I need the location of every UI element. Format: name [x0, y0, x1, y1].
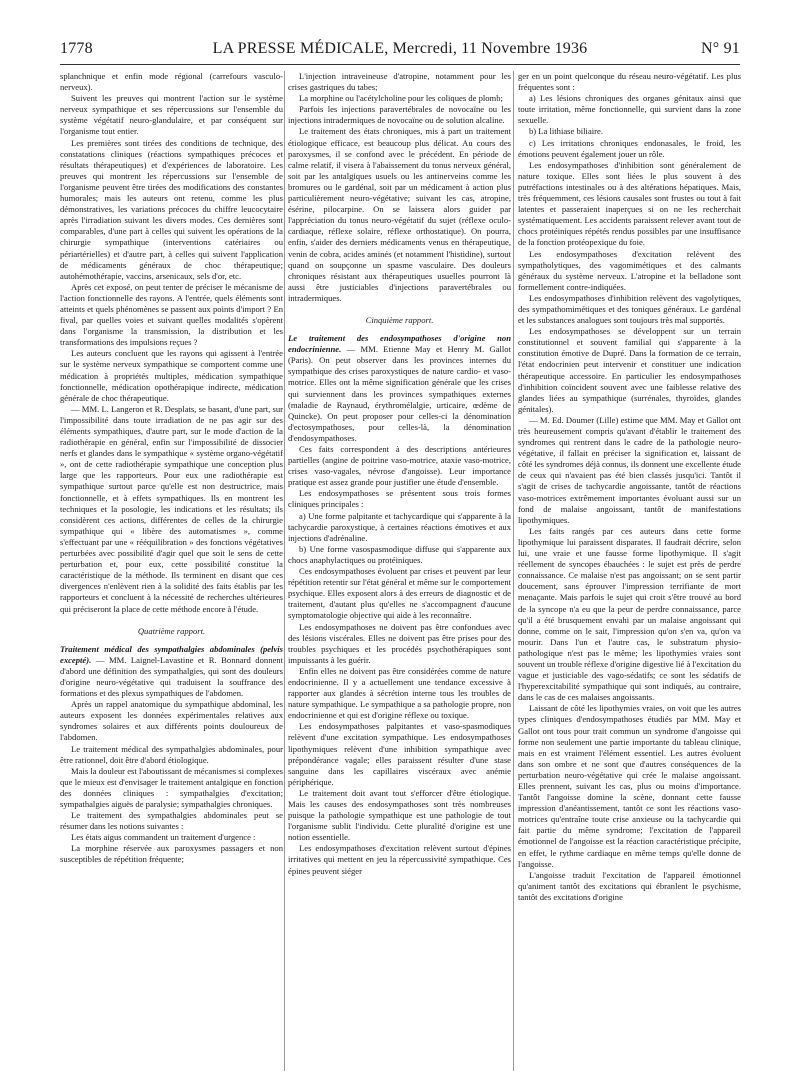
paragraph: Les états aigus commandent un traitement d'urgence : — [71, 832, 256, 843]
paragraph-text: — MM. Etienne May et Henry M. Gallot (Paris). On peut observer dans les provinces internes du sympathique des crises paroxystiques de nature cardio- et vaso-motrice. Elles ont la même signification générale que les crises qui surviennent dans les provinces sympathiques externes (maladie de Raynaud, érythromélalgie, urticaire, œdème de Quincke). On peut proposer pour celles-ci la dénomination d'ectosympathoses, pour celles-là, la dénomination d'endosympathoses. — [288, 344, 511, 443]
paragraph: Ces faits correspondent à des descriptions antérieures partielles (angine de poitrine vaso-motrice, ataxie vaso-motrice, crises vaso-vagales, névrose d'angoisse). Leur importance pratique est assez grande pour justifier une étude d'ensemble. — [288, 444, 511, 488]
paragraph: Le traitement médical des sympathalgies abdominales, pour être rationnel, doit être d'abord étiologique. — [60, 743, 283, 765]
paragraph: Mais la douleur est l'aboutissant de mécanismes si complexes que le mieux est d'envisager le traitement antalgique en fonction des données cliniques : sympathalgies d'excitation; sympathalgies aiguës de paralysie; sympathalgies chroniques. — [60, 765, 283, 809]
paragraph: L'angoisse traduit l'excitation de l'appareil émotionnel qu'animent tantôt des excitations qui ébranlent le psychisme, tantôt des excitations d'origine — [518, 869, 741, 902]
paragraph: Les endosympathoses se développent sur un terrain constitutionnel et souvent familial qui s'apparente à la constitution émotive de Dupré. Dans la formation de ce terrain, l'état endocrinien peut intervenir et constituer une indication thérapeutique accessoire. En particulier les endosympathoses d'inhibition coïncident souvent avec une faiblesse relative des glandes liées au sympathique (surrénales, thyroïdes, glandes génitales). — [518, 326, 741, 414]
paragraph: Les endosympathoses se présentent sous trois formes cliniques principales : — [288, 488, 511, 510]
paragraph: Suivent les preuves qui montrent l'action sur le système nerveux sympathique et ses répercussions sur l'ensemble du système végétatif neuro-glandulaire, et par conséquent sur l'organisme tout entier. — [60, 93, 283, 137]
paragraph: ger en un point quelconque du réseau neuro-végétatif. Les plus fréquentes sont : — [518, 71, 741, 93]
paragraph: Les endosympathoses d'excitation relèvent surtout d'épines irritatives qui mettent en jeu la répercussivité sympathique. Ces épines peuvent siéger — [288, 843, 511, 876]
paragraph: c) Les irritations chroniques endonasales, le froid, les émotions peuvent également jouer un rôle. — [518, 137, 741, 159]
journal-title: LA PRESSE MÉDICALE, Mercredi, 11 Novembre 1936 — [212, 40, 588, 57]
paragraph: a) Une forme palpitante et tachycardique qui s'apparente à la tachycardie paroxystique, à certaines réactions émotives et aux injections d'adrénaline. — [288, 510, 511, 543]
paragraph: Le traitement des sympathalgies abdominales peut se résumer dans les notions suivantes : — [60, 810, 283, 832]
paragraph: La morphine ou l'acétylcholine pour les coliques de plomb; — [299, 93, 503, 104]
paragraph: b) La lithiase biliaire. — [529, 126, 603, 137]
text-column-3 — [518, 71, 741, 1071]
issue-number: N° 91 — [701, 40, 740, 57]
paragraph-text: — MM. Laignel-Lavastine et R. Bonnard donnent d'abord une définition des sympathalgies, qui sont des douleurs d'origine neuro-végétative qui traduisent la souffrance des formations et des plexus sympathiques de l'abdomen. — [60, 654, 283, 699]
text-column-1 — [60, 71, 283, 1071]
paragraph: Après un rappel anatomique du sympathique abdominal, les auteurs exposent les données expérimentales relatives aux syndromes solaires et aux différents points douloureux de l'abdomen. — [60, 699, 283, 743]
header-rule — [60, 64, 740, 65]
paragraph: — M. Ed. Doumer (Lille) estime que MM. May et Gallot ont très heureusement compris qu'avant d'établir le traitement des syndromes qui rentrent dans le cadre de la pathologie neuro-végétative, il fallait en préciser la signification et, laissant de côté les syndromes déjà connus, ils donnent une excellente étude de ceux qui n'avaient pas été bien classés jusqu'ici. Tantôt il s'agit de crises de tachycardie angoissante, tantôt de réactions vaso-motrices extrêmement importantes évoluant aussi sur un fond de malaise angoissant, tantôt de manifestations lipothymiques. — [518, 414, 741, 525]
column-separator — [513, 71, 514, 1071]
report-title: Traitement médical des sympathalgies abdominales (pelvis excepté). — [60, 643, 283, 665]
section-heading: Cinquième rapport. — [365, 314, 434, 325]
paragraph: Le traitement doit avant tout s'efforcer d'être étiologique. Mais les causes des endosympathoses sont très nombreuses puisque la pathologie sympathique est une pathologie de tout l'organisme sublit l'individu. Cette pluralité d'origine est une notion essentielle. — [288, 787, 511, 843]
paragraph: b) Une forme vasospasmodique diffuse qui s'apparente aux chocs anaphylactiques ou protéiniques. — [288, 543, 511, 565]
paragraph: splanchnique et enfin mode régional (carrefours vasculo-nerveux). — [60, 71, 283, 93]
paragraph: L'injection intraveineuse d'atropine, notamment pour les crises gastriques du tabes; — [288, 71, 511, 93]
paragraph: Laissant de côté les lipothymies vraies, on voit que les autres types cliniques d'endosympathoses étudiés par MM. May et Gallot ont tous pour trait commun un syndrome d'angoisse qui forme non seulement une partie importante du tableau clinique, mais en est vraiment l'élément essentiel. Les autres évoluent dans son ombre et ne sont que d'autres conséquences de la perturbation neuro-végétative qui crée le malaise angoissant. Elles prennent, suivant les cas, plus ou moins d'importance. Tantôt l'angoisse domine la scène, donnant cette fausse impression d'anéantissement, tantôt ce sont les réactions vaso-motrices qu'entraîne toute crise anxieuse ou la tachycardie qui fait partie du même syndrome; l'excitation de l'appareil émotionnel de l'angoisse est la réaction caractéristique précipite, en effet, le rythme cardiaque en même temps qu'elle donne de l'angoisse. — [518, 703, 741, 869]
paragraph: Ces endosympathoses évoluent par crises et peuvent par leur répétition retentir sur l'état général et même sur le comportement psychique. Elles exposent alors à des erreurs de diagnostic et de traitement, d'autant plus qu'elles ne s'accompagnent d'aucune symptomatologie objective qui aide à les reconnaître. — [288, 566, 511, 621]
report-paragraph — [60, 644, 283, 699]
paragraph: Le traitement des états chroniques, mis à part un traitement étiologique efficace, est beaucoup plus délicat. Au cours des paroxysmes, il se confond avec le précédent. En période de calme relatif, il visera à l'abaissement du tonus nerveux général, soit par les antalgiques usuels ou les antinerveins comme les bromures ou le gardénal, soit par un médicament à action plus particulièrement neuro-végétative; suivant les cas, atropine, ésérine, pilocarpine. On se laissera alors guider par l'appréciation du tonus neuro-végétatif du sujet (réflexe oculo-cardiaque, réflexe solaire, réflexe orthostatique). On pourra, enfin, s'aider des derniers médicaments venus en thérapeutique, venin de cobra, acides aminés (et notamment l'histidine), surtout quand on soupçonne un spasme vasculaire. Des douleurs chroniques résistant aux thérapeutiques usuelles pourront là aussi être justiciables d'injections paravertébrales ou intradermiques. — [288, 126, 511, 303]
paragraph: Les faits rangés par ces auteurs dans cette forme lipothymique lui paraissent disparates. Il faudrait décrire, selon lui, une vraie et une fausse forme lipothymique. Il s'agit réellement de syncopes ébauchées : le sujet est près de perdre connaissance. Ce malaise n'est pas angoissant; on se sent partir doucement, sans éprouver l'impression terrifiante de mort menaçante. Mais parfois le sujet qui croit s'être trouvé au bord de la syncope n'a eu que la peur de perdre connaissance, parce qu'il a été brusquement envahi par un malaise angoissant qui donne, comme on le sait, l'impression qu'on s'en va, qu'on va mourir. Dans l'un et l'autre cas, le substratum physio-pathologique n'est pas le même; les lipothymies vraies sont souvent un trouble réflexe d'origine digestive lié à l'excitation du vague et justiciable des vago-sédatifs; ce sont les sédatifs de l'hyperexcitabilité sympathique qui sont indiqués, au contraire, dans le cas de ces malaises angoissants. — [518, 525, 741, 703]
text-column-2 — [288, 71, 511, 1071]
paragraph: Les endosympathoses d'inhibition sont généralement de nature toxique. Elles sont liées le plus souvent à des putréfactions intestinales ou à des altérations hépatiques. Mais, très fréquemment, ces lésions causales sont frustes ou tout à fait latentes et passeraient inaperçues si on ne les recherchait systématiquement. Les accidents paraissent relever avant tout de chocs protéiniques répétés rendus possibles par une insuffisance de la fonction protéopexique du foie. — [518, 159, 741, 248]
page-header — [60, 40, 740, 62]
paragraph: Les endosympathoses d'excitation relèvent des sympatholytiques, des vagomimétiques et des calmants généraux du système nerveux. L'atropine et la belladone sont formellement contre-indiquées. — [518, 248, 741, 292]
report-paragraph — [288, 333, 511, 444]
paragraph: Les endosympathoses d'inhibition relèvent des vagolytiques, des sympathomimétiques et des toniques généraux. Le gardénal et les substances analogues sont toujours très mal supportés. — [518, 292, 741, 326]
page-number: 1778 — [60, 40, 93, 57]
paragraph: a) Les lésions chroniques des organes génitaux ainsi que toute irritation, même fonctionnelle, qui survient dans la zone sexuelle. — [518, 93, 741, 126]
paragraph: Les endosympathoses ne doivent pas être confondues avec des lésions viscérales. Elles ne doivent pas être prises pour des troubles psychiques et les procédés psychothérapiques sont impuissants à les guérir. — [288, 621, 511, 665]
paragraph: La morphine réservée aux paroxysmes passagers et non susceptibles de répétition fréquente; — [60, 843, 283, 865]
paragraph: Les auteurs concluent que les rayons qui agissent à l'entrée sur le système nerveux sympathique se comportent comme une médication à propriétés multiples, médication sympathique fonctionnelle, médication opothérapique indirecte, médication générale de choc thérapeutique. — [60, 348, 283, 403]
paragraph: Parfois les injections paravertébrales de novocaïne ou les injections intradermiques de novocaïne ou de solution alcaline. — [288, 104, 511, 126]
report-title: Le traitement des endosympathoses d'origine non endocrinienne. — [288, 333, 511, 355]
paragraph: — MM. L. Langeron et R. Desplats, se basant, d'une part, sur l'impossibilité dans toute irradiation de ne pas agir sur des éléments sympathiques, d'autre part, sur le mode d'action de la radiothérapie en général, enfin sur l'impossibilité de dissocier nerfs et glandes dans le sympathique « système organo-végétatif », ont de cette radiothérapie sympathique une conception plus large que les rapporteurs. Pour eux une radiothérapie est sympathique surtout parce qu'elle est non destructrice, mais fonctionnelle, et à effets sympathiques. Ils en montrent les techniques et la posologie, les indications et les résultats; ils considèrent ces actions, différentes de celles de la chirurgie sympathique qui « libère des automatismes », comme s'effectuant par une « rééquilibration » des fonctions végétatives perturbées avec possibilité d'agir quel que soit le sens de cette perturbation et, pour eux, cette possibilité constitue la caractéristique de la méthode. Ils terminent en disant que ces divergences n'enlèvent rien à la solidité des faits établis par les rapporteurs et concluent à la nécessité de recherches ultérieures qui préciseront la place de cette méthode encore à l'étude. — [60, 403, 283, 614]
section-heading: Quatrième rapport. — [137, 625, 206, 636]
paragraph: Les endosympathoses palpitantes et vaso-spasmodiques relèvent d'une excitation sympathique. Les endosympathoses lipothymiques relèvent d'une inhibition sympathique avec prépondérance vagale; elles paraissent résulter d'une stase sanguine dans les capillaires viscéraux avec anémie périphérique. — [288, 721, 511, 787]
paragraph: Après cet exposé, on peut tenter de préciser le mécanisme de l'action fonctionnelle des rayons. A l'entrée, quels éléments sont atteints et quels phénomènes se passent aux points d'import ? En fival, par quelles voies et suivant quelles modalités s'opèrent dans l'organisme la transmission, la distribution et les transformations des impulsions reçues ? — [60, 281, 283, 348]
column-separator — [284, 71, 285, 1071]
paragraph: Les premières sont tirées des conditions de technique, des constatations cliniques (réactions sympathiques précoces et résultats thérapeutiques) et d'expériences de laboratoire. Les preuves qui montrent les répercussions sur l'ensemble de l'organisme peuvent être tirées des modifications des constantes humorales; mais les auteurs ont retenu, comme les plus démonstratives, les variations précoces du chiffre leucocytaire après l'irradiation suivant les divers modes. Ces dernières sont comparables, d'une part à celles qui suivent les opérations de la chirurgie sympathique (interventions catériaires ou périartérielles) et d'autre part, à celles qui suivent l'application de médicaments généraux de choc thérapeutique; autohémothérapie, vaccins, arsenicaux, sels d'or, etc. — [60, 137, 283, 281]
paragraph: Enfin elles ne doivent pas être considérées comme de nature endocrinienne. Il y a actuellement une tendance excessive à rapporter aux glandes à sécrétion interne tous les troubles de nature sympathique. Le sympathique a sa pathologie propre, non endocrinienne et qui est d'origine réflexe ou toxique. — [288, 665, 511, 721]
